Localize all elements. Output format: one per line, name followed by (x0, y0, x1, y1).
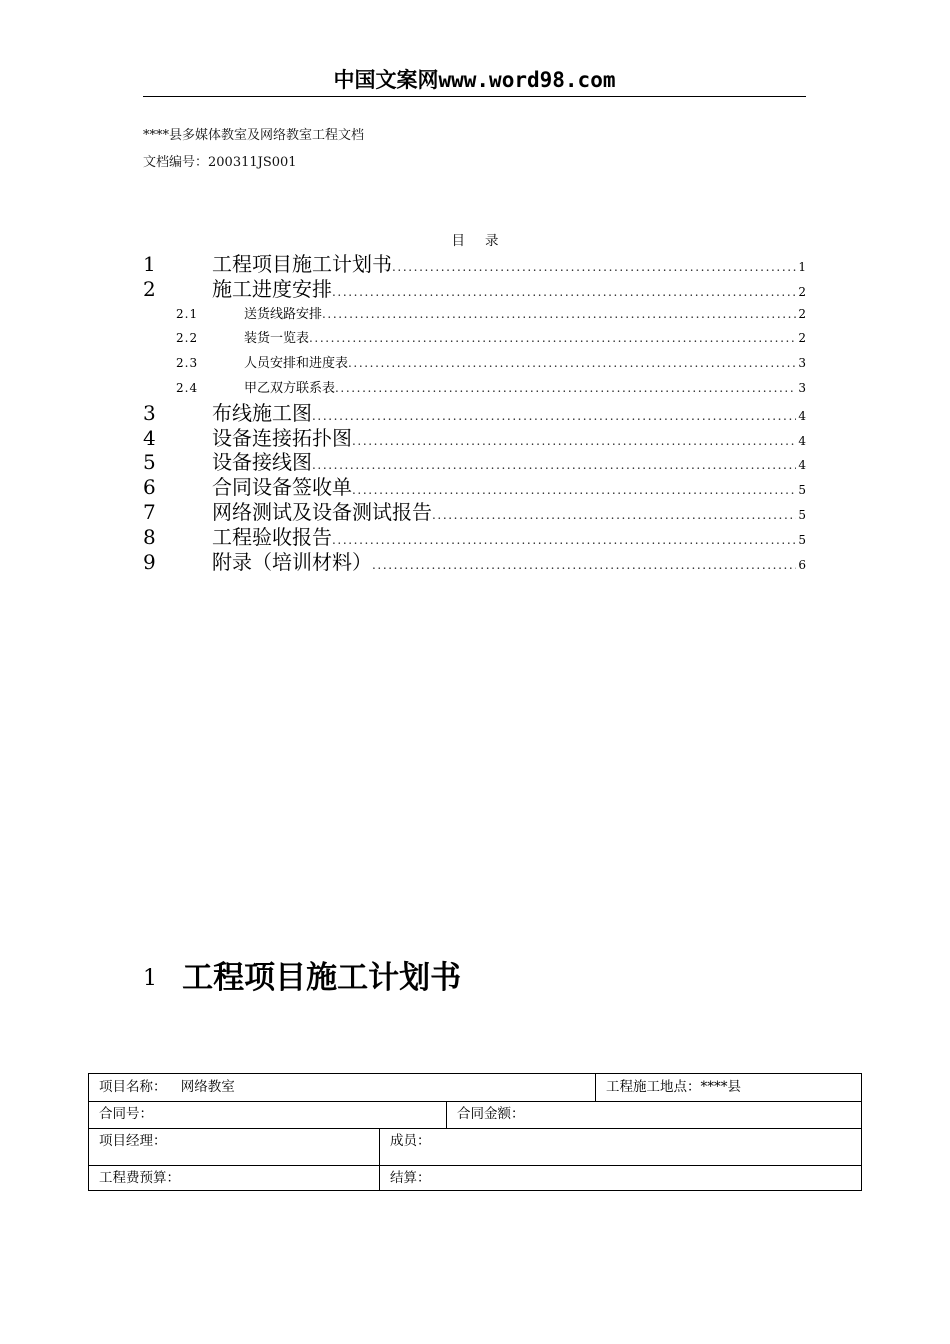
section-heading (143, 952, 461, 997)
toc-entry-page: 4 (798, 408, 806, 423)
toc-entry-label: 工程验收报告 (212, 524, 332, 549)
toc-entry-number: 3 (143, 400, 156, 425)
toc-entry-label: 施工进度安排 (212, 276, 332, 301)
toc-dot-leader (352, 429, 796, 454)
toc-dot-leader (312, 453, 796, 478)
document-title-line: ****县多媒体教室及网络教室工程文档 (143, 128, 365, 143)
toc-dot-leader (332, 528, 796, 553)
section-title: 工程项目施工计划书 (182, 960, 462, 996)
contract-no-label: 合同号： (99, 1106, 153, 1122)
toc-entry-number: 7 (143, 499, 156, 524)
toc-entry-number: 9 (143, 549, 156, 574)
toc-entry-page: 5 (798, 483, 806, 498)
toc-entry-page: 4 (798, 458, 806, 473)
settlement-cell (379, 1165, 861, 1191)
toc-entry-label: 人员安排和进度表 (244, 356, 349, 372)
toc-entry[interactable] (143, 376, 806, 401)
toc-entry-number: 1 (143, 252, 156, 276)
members-cell (379, 1128, 861, 1165)
project-name-label: 项目名称： (99, 1079, 167, 1095)
toc-entry[interactable] (143, 277, 806, 302)
toc-entry[interactable] (143, 550, 806, 575)
toc-entry-number: 4 (143, 425, 156, 450)
toc-entry-number: 2.4 (176, 380, 199, 395)
site-location-value: ****县 (700, 1079, 741, 1095)
toc-entry-page: 5 (798, 507, 806, 522)
toc-entry-label: 设备接线图 (212, 450, 312, 475)
section-number: 1 (143, 966, 157, 991)
toc-entry-page: 4 (798, 433, 806, 448)
toc-entry-number: 2.1 (176, 306, 199, 321)
toc-entry-number: 2 (143, 276, 156, 301)
toc-entry[interactable] (143, 302, 806, 327)
budget-cell (89, 1165, 379, 1191)
toc-entry-label: 装货一览表 (244, 331, 310, 347)
toc-entry-page: 1 (798, 260, 806, 274)
toc-entry-number: 6 (143, 475, 156, 500)
toc-entry-label: 甲乙双方联系表 (244, 380, 336, 396)
toc-entry[interactable] (143, 252, 806, 277)
site-header (143, 66, 806, 97)
toc-entry-page: 2 (798, 284, 806, 299)
budget-label: 工程费预算： (99, 1170, 180, 1186)
toc-entry[interactable] (143, 326, 806, 351)
toc-entry-label: 设备连接拓扑图 (212, 425, 352, 450)
project-name-value: 网络教室 (180, 1079, 235, 1095)
toc-dot-leader (432, 503, 796, 528)
toc-entry[interactable] (143, 450, 806, 475)
table-row (89, 1128, 861, 1166)
toc-entry-page: 5 (798, 532, 806, 547)
toc-entry-page: 6 (798, 557, 806, 572)
toc-entry-number: 8 (143, 524, 156, 549)
contract-amount-label: 合同金额： (457, 1106, 525, 1122)
project-manager-label: 项目经理： (99, 1133, 167, 1149)
toc-entry-number: 2.2 (176, 331, 199, 346)
project-name-cell (89, 1074, 595, 1101)
project-info-table (88, 1073, 862, 1191)
site-title: 中国文案网www.word98.com (333, 68, 616, 92)
toc-entry-label: 合同设备签收单 (212, 475, 352, 500)
project-manager-cell (89, 1128, 379, 1165)
toc-entry-label: 附录（培训材料） (212, 549, 372, 574)
toc-dot-leader (322, 302, 796, 327)
toc-entry[interactable] (143, 401, 806, 426)
settlement-label: 结算： (390, 1170, 431, 1186)
table-row (89, 1074, 861, 1102)
toc-entry-page: 2 (798, 331, 806, 346)
toc-dot-leader (335, 376, 796, 401)
toc-entry-number: 5 (143, 450, 156, 475)
document-number-line: 文档编号：200311JS001 (143, 155, 297, 170)
toc-entry-label: 网络测试及设备测试报告 (212, 499, 432, 524)
toc-heading: 目录 (451, 233, 519, 249)
table-row (89, 1165, 861, 1191)
site-location-cell (595, 1074, 861, 1101)
toc-entry-label: 布线施工图 (212, 400, 312, 425)
toc-entry[interactable] (143, 426, 806, 451)
table-row (89, 1101, 861, 1129)
toc-dot-leader (309, 326, 796, 351)
toc-entry-label: 工程项目施工计划书 (212, 252, 392, 276)
toc-entry[interactable] (143, 500, 806, 525)
contract-no-cell (89, 1101, 446, 1128)
toc-entry[interactable] (143, 475, 806, 500)
toc-entry[interactable] (143, 525, 806, 550)
members-label: 成员： (390, 1133, 431, 1149)
toc-entry-number: 2.3 (176, 356, 199, 371)
site-location-label: 工程施工地点： (606, 1079, 701, 1095)
contract-amount-cell (446, 1101, 861, 1128)
toc-dot-leader (392, 255, 796, 280)
toc-entry-label: 送货线路安排 (244, 306, 323, 322)
toc-entry-page: 2 (798, 306, 806, 321)
toc-dot-leader (348, 351, 796, 376)
toc-dot-leader (312, 404, 796, 429)
table-of-contents (143, 252, 806, 574)
toc-dot-leader (372, 553, 796, 578)
toc-entry-page: 3 (798, 356, 806, 371)
toc-entry[interactable] (143, 351, 806, 376)
toc-entry-page: 3 (798, 380, 806, 395)
